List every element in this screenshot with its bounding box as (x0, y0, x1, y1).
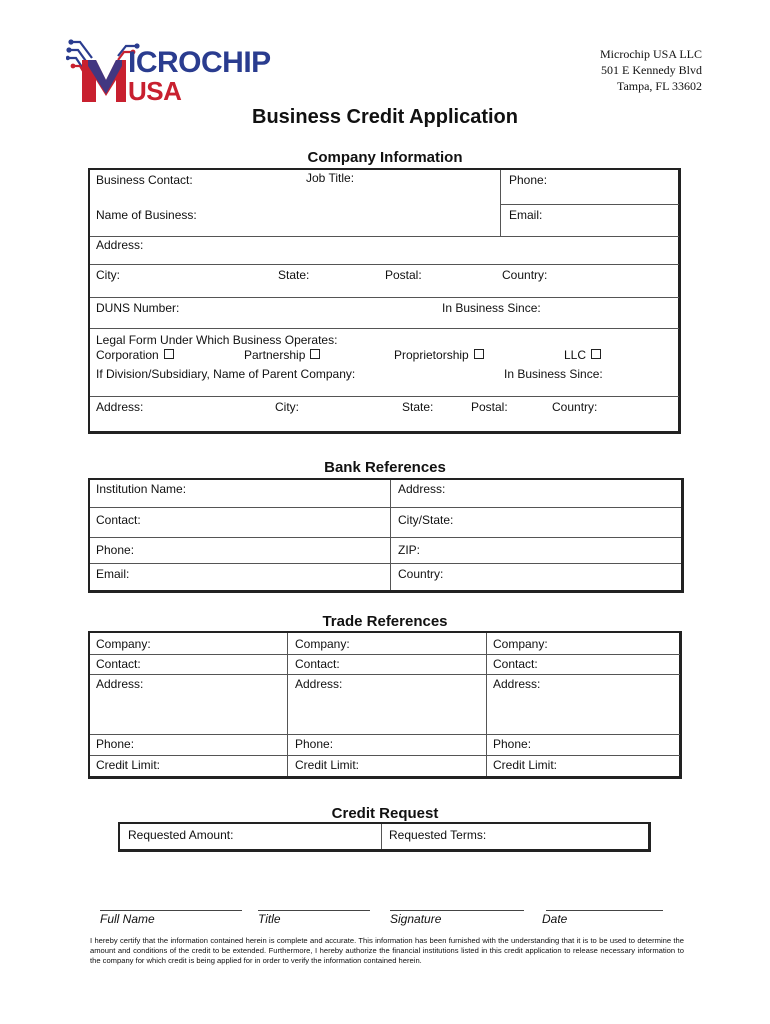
trade-references-heading: Trade References (322, 613, 448, 630)
address-field[interactable]: Address: (96, 238, 144, 252)
state-field[interactable]: State: (278, 268, 310, 282)
credit-request-heading: Credit Request (331, 805, 439, 822)
proprietorship-checkbox[interactable] (474, 349, 484, 359)
corporation-label: Corporation (96, 348, 159, 362)
job-title-field[interactable]: Job Title: (306, 171, 355, 185)
trade-1-contact-field[interactable]: Contact: (96, 657, 141, 671)
trade-2-credit-limit-field[interactable]: Credit Limit: (295, 758, 360, 772)
logo-text-bottom: USA (128, 76, 182, 106)
parent-postal-field[interactable]: Postal: (471, 400, 508, 414)
date-label: Date (542, 912, 568, 926)
divider (500, 204, 679, 205)
divider (90, 507, 681, 508)
divider (90, 264, 679, 265)
trade-1-company-field[interactable]: Company: (96, 637, 151, 651)
address-line-3: Tampa, FL 33602 (616, 79, 702, 93)
bank-contact-field[interactable]: Contact: (96, 513, 141, 527)
requested-amount-field[interactable]: Requested Amount: (128, 828, 234, 842)
bank-address-field[interactable]: Address: (398, 482, 446, 496)
divider (390, 480, 391, 590)
city-field[interactable]: City: (96, 268, 120, 282)
date-line[interactable] (546, 910, 663, 911)
trade-1-address-field[interactable]: Address: (96, 677, 144, 691)
microchip-usa-logo (66, 36, 316, 104)
bank-phone-field[interactable]: Phone: (96, 543, 135, 557)
parent-state-field[interactable]: State: (402, 400, 434, 414)
bank-country-field[interactable]: Country: (398, 567, 444, 581)
title-label: Title (258, 912, 281, 926)
company-information-heading: Company Information (307, 149, 463, 166)
divider (90, 563, 681, 564)
country-field[interactable]: Country: (502, 268, 548, 282)
signature-label: Signature (390, 912, 442, 926)
trade-2-contact-field[interactable]: Contact: (295, 657, 340, 671)
full-name-label: Full Name (100, 912, 155, 926)
trade-3-address-field[interactable]: Address: (493, 677, 541, 691)
duns-number-field[interactable]: DUNS Number: (96, 301, 180, 315)
trade-3-phone-field[interactable]: Phone: (493, 737, 532, 751)
divider (90, 328, 679, 329)
divider (90, 755, 680, 756)
partnership-checkbox[interactable] (310, 349, 320, 359)
parent-address-field[interactable]: Address: (96, 400, 144, 414)
legal-form-label: Legal Form Under Which Business Operates: (96, 333, 338, 347)
proprietorship-option[interactable] (394, 348, 484, 362)
address-line-1: Microchip USA LLC (600, 47, 702, 61)
in-business-since-field[interactable]: In Business Since: (442, 301, 541, 315)
certification-text: I hereby certify that the information contained herein is complete and accurate. This information has been furnished with the understanding that it is to be used to determine the amount and conditions of the credit to be extended. Furthermore, I hereby authorize the financial institutions listed in this credit application to release necessary information to the company for which credit is being applied for in order to verify the information contained herein. (90, 936, 684, 965)
trade-2-company-field[interactable]: Company: (295, 637, 350, 651)
name-of-business-field[interactable]: Name of Business: (96, 208, 197, 222)
partnership-option[interactable] (244, 348, 320, 362)
signature-line[interactable] (390, 910, 524, 911)
phone-field[interactable]: Phone: (509, 173, 548, 187)
full-name-line[interactable] (100, 910, 242, 911)
parent-in-business-since-field[interactable]: In Business Since: (504, 367, 603, 381)
company-address (600, 46, 702, 94)
postal-field[interactable]: Postal: (385, 268, 422, 282)
parent-country-field[interactable]: Country: (552, 400, 598, 414)
divider (381, 824, 382, 849)
document-title: Business Credit Application (252, 106, 518, 128)
divider (90, 674, 680, 675)
parent-city-field[interactable]: City: (275, 400, 299, 414)
bank-city-state-field[interactable]: City/State: (398, 513, 454, 527)
bank-institution-field[interactable]: Institution Name: (96, 482, 187, 496)
llc-label: LLC (564, 348, 587, 362)
divider (90, 236, 679, 237)
corporation-checkbox[interactable] (164, 349, 174, 359)
trade-1-credit-limit-field[interactable]: Credit Limit: (96, 758, 161, 772)
address-line-2: 501 E Kennedy Blvd (601, 63, 702, 77)
parent-company-field[interactable]: If Division/Subsidiary, Name of Parent Company: (96, 367, 356, 381)
divider (90, 537, 681, 538)
trade-3-company-field[interactable]: Company: (493, 637, 548, 651)
bank-references-heading: Bank References (324, 459, 446, 476)
title-line[interactable] (258, 910, 370, 911)
divider (90, 396, 679, 397)
business-contact-field[interactable]: Business Contact: (96, 173, 193, 187)
trade-2-address-field[interactable]: Address: (295, 677, 343, 691)
divider (90, 297, 679, 298)
email-field[interactable]: Email: (509, 208, 543, 222)
trade-1-phone-field[interactable]: Phone: (96, 737, 135, 751)
divider (90, 734, 680, 735)
partnership-label: Partnership (244, 348, 306, 362)
requested-terms-field[interactable]: Requested Terms: (389, 828, 487, 842)
divider (90, 654, 680, 655)
bank-email-field[interactable]: Email: (96, 567, 130, 581)
bank-zip-field[interactable]: ZIP: (398, 543, 421, 557)
logo-text-top: ICROCHIP (128, 46, 271, 79)
trade-3-credit-limit-field[interactable]: Credit Limit: (493, 758, 558, 772)
corporation-option[interactable] (96, 348, 174, 362)
trade-3-contact-field[interactable]: Contact: (493, 657, 538, 671)
proprietorship-label: Proprietorship (394, 348, 469, 362)
trade-2-phone-field[interactable]: Phone: (295, 737, 334, 751)
llc-checkbox[interactable] (591, 349, 601, 359)
llc-option[interactable] (564, 348, 601, 362)
